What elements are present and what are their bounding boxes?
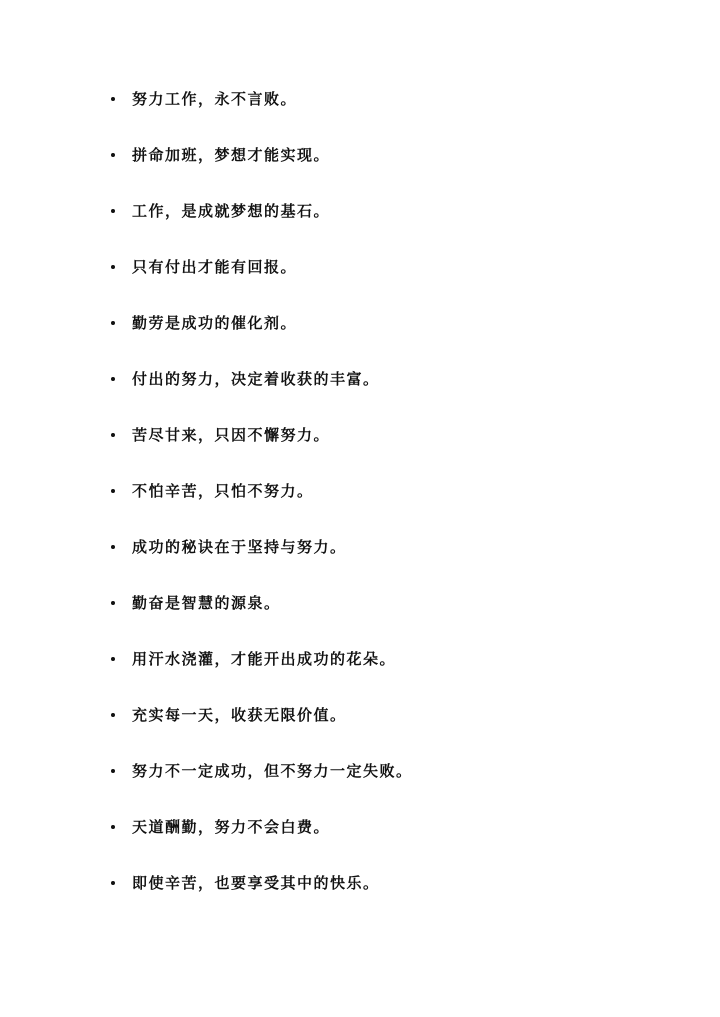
list-item bbox=[0, 84, 720, 140]
bullet-point-icon bbox=[111, 321, 115, 325]
list-item bbox=[0, 868, 720, 924]
bullet-point-icon bbox=[111, 153, 115, 157]
list-item-text: 付出的努力，决定着收获的丰富。 bbox=[132, 370, 380, 388]
list-item bbox=[0, 700, 720, 756]
list-item bbox=[0, 420, 720, 476]
list-item-text: 苦尽甘来，只因不懈努力。 bbox=[132, 426, 331, 444]
bullet-point-icon bbox=[111, 769, 115, 773]
bullet-point-icon bbox=[111, 377, 115, 381]
bullet-list bbox=[0, 84, 720, 924]
list-item-text: 天道酬勤，努力不会白费。 bbox=[132, 818, 331, 836]
list-item-text: 不怕辛苦，只怕不努力。 bbox=[132, 482, 314, 500]
bullet-point-icon bbox=[111, 657, 115, 661]
bullet-point-icon bbox=[111, 97, 115, 101]
list-item-text: 充实每一天，收获无限价值。 bbox=[132, 706, 347, 724]
list-item-text: 拼命加班，梦想才能实现。 bbox=[132, 146, 331, 164]
list-item bbox=[0, 812, 720, 868]
list-item bbox=[0, 532, 720, 588]
list-item bbox=[0, 196, 720, 252]
list-item bbox=[0, 756, 720, 812]
list-item bbox=[0, 364, 720, 420]
list-item-text: 成功的秘诀在于坚持与努力。 bbox=[132, 538, 347, 556]
bullet-point-icon bbox=[111, 545, 115, 549]
list-item bbox=[0, 476, 720, 532]
list-item-text: 只有付出才能有回报。 bbox=[132, 258, 298, 276]
list-item-text: 即使辛苦，也要享受其中的快乐。 bbox=[132, 874, 380, 892]
bullet-point-icon bbox=[111, 209, 115, 213]
bullet-point-icon bbox=[111, 489, 115, 493]
bullet-point-icon bbox=[111, 881, 115, 885]
bullet-point-icon bbox=[111, 713, 115, 717]
list-item bbox=[0, 644, 720, 700]
list-item bbox=[0, 140, 720, 196]
list-item bbox=[0, 308, 720, 364]
bullet-point-icon bbox=[111, 825, 115, 829]
bullet-point-icon bbox=[111, 433, 115, 437]
list-item-text: 用汗水浇灌，才能开出成功的花朵。 bbox=[132, 650, 397, 668]
list-item-text: 勤劳是成功的催化剂。 bbox=[132, 314, 298, 332]
bullet-point-icon bbox=[111, 265, 115, 269]
list-item-text: 工作，是成就梦想的基石。 bbox=[132, 202, 331, 220]
list-item-text: 努力不一定成功，但不努力一定失败。 bbox=[132, 762, 413, 780]
list-item bbox=[0, 252, 720, 308]
bullet-point-icon bbox=[111, 601, 115, 605]
list-item-text: 努力工作，永不言败。 bbox=[132, 90, 298, 108]
list-item-text: 勤奋是智慧的源泉。 bbox=[132, 594, 281, 612]
list-item bbox=[0, 588, 720, 644]
